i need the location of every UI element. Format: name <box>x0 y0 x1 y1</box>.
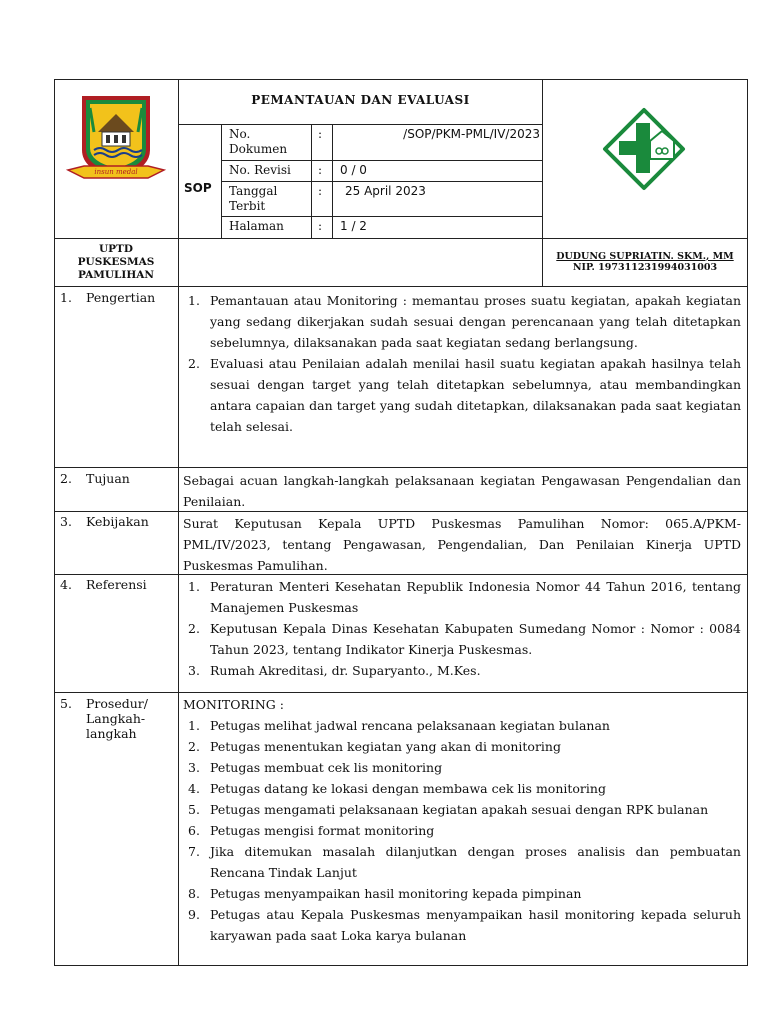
list-item-number: 3. <box>188 760 200 775</box>
list-item <box>183 820 741 841</box>
list-item <box>183 904 741 946</box>
meta-colon: : <box>318 184 323 198</box>
meta-label-no-dokumen: No. Dokumen <box>229 127 288 156</box>
list-item <box>183 841 741 883</box>
section-content-kebijakan: Surat Keputusan Kepala UPTD Puskesmas Pamulihan Nomor: 065.A/PKM-PML/IV/2023, tentang Pengawasan, Pengendalian, Dan Penilaian Kinerja UPTD Puskesmas Pamulihan. <box>183 516 741 573</box>
org-row-bottom <box>54 286 748 287</box>
section-number: 1. <box>60 290 72 305</box>
list-item <box>183 618 741 660</box>
section-number: 5. <box>60 696 72 711</box>
header-divider-right <box>542 79 543 286</box>
body-column-divider <box>178 286 179 966</box>
list-item-number: 7. <box>188 844 200 859</box>
list-item-number: 6. <box>188 823 200 838</box>
list-item-number: 4. <box>188 781 200 796</box>
meta-value-no-revisi: 0 / 0 <box>340 163 367 177</box>
list-item <box>183 778 741 799</box>
title-row-bottom <box>178 124 543 125</box>
section-label-prosedur: Prosedur/ Langkah-langkah <box>86 696 148 741</box>
list-item-text: Rumah Akreditasi, dr. Suparyanto., M.Kes. <box>210 663 481 678</box>
list-item-text: Petugas datang ke lokasi dengan membawa cek lis monitoring <box>210 781 606 796</box>
section-number: 4. <box>60 577 72 592</box>
regency-emblem-logo <box>64 92 168 188</box>
list-item-number: 9. <box>188 907 200 922</box>
section-label-kebijakan: Kebijakan <box>86 514 149 529</box>
list-item-text: Petugas atau Kepala Puskesmas menyampaikan hasil monitoring kepada seluruh karyawan pada saat Loka karya bulanan <box>210 907 741 943</box>
section-content-pengertian <box>183 290 741 437</box>
list-item-number: 1. <box>188 293 200 308</box>
list-item-number: 5. <box>188 802 200 817</box>
meta-value-halaman: 1 / 2 <box>340 219 367 233</box>
meta-colon: : <box>318 163 323 177</box>
list-item-number: 3. <box>188 663 200 678</box>
meta-label-no-revisi: No. Revisi <box>229 163 291 177</box>
list-item-number: 1. <box>188 579 200 594</box>
list-item-number: 2. <box>188 739 200 754</box>
list-item <box>183 736 741 757</box>
header-row-bottom <box>54 238 748 239</box>
list-item-text: Jika ditemukan masalah dilanjutkan dengan proses analisis dan pembuatan Rencana Tindak Lanjut <box>210 844 741 880</box>
border-top <box>54 79 748 80</box>
list-item <box>183 353 741 437</box>
meta-value-no-dokumen: /SOP/PKM-PML/IV/2023 <box>403 127 540 141</box>
list-item-text: Petugas membuat cek lis monitoring <box>210 760 443 775</box>
meta-row-sep-3 <box>221 216 542 217</box>
sop-label: SOP <box>184 181 212 195</box>
section-label-tujuan: Tujuan <box>86 471 130 486</box>
list-item-text: Petugas menyampaikan hasil monitoring kepada pimpinan <box>210 886 582 901</box>
meta-label-tanggal-terbit: Tanggal Terbit <box>229 184 278 213</box>
meta-row-sep-1 <box>221 160 542 161</box>
puskesmas-logo <box>602 107 686 191</box>
section-content-prosedur <box>183 694 741 946</box>
list-item <box>183 660 741 681</box>
list-item-text: Petugas melihat jadwal rencana pelaksanaan kegiatan bulanan <box>210 718 610 733</box>
list-item-text: Pemantauan atau Monitoring : memantau proses suatu kegiatan, apakah kegiatan yang sedang dikerjakan sudah sesuai dengan perencanaan yang telah ditetapkan sebelumnya, dilaksanakan pada saat kegiatan sedang berlangsung. <box>210 293 741 350</box>
header-divider-left <box>178 79 179 286</box>
list-item <box>183 576 741 618</box>
procedure-heading: MONITORING : <box>183 697 284 712</box>
section-content-tujuan: Sebagai acuan langkah-langkah pelaksanaan kegiatan Pengawasan Pengendalian dan Penilaian. <box>183 473 741 509</box>
border-right <box>747 79 748 966</box>
section-sep-4 <box>54 692 748 693</box>
meta-label-halaman: Halaman <box>229 219 284 233</box>
list-item-number: 2. <box>188 356 200 371</box>
section-label-referensi: Referensi <box>86 577 147 592</box>
list-item-text: Keputusan Kepala Dinas Kesehatan Kabupaten Sumedang Nomor : Nomor : 0084 Tahun 2023, tentang Indikator Kinerja Puskesmas. <box>210 621 741 657</box>
signer-name: DUDUNG SUPRIATIN. SKM., MM <box>556 251 734 262</box>
section-number: 3. <box>60 514 72 529</box>
meta-colon: : <box>318 219 323 233</box>
list-item <box>183 799 741 820</box>
section-label-pengertian: Pengertian <box>86 290 156 305</box>
list-item-text: Petugas menentukan kegiatan yang akan di monitoring <box>210 739 561 754</box>
meta-colon: : <box>318 127 323 141</box>
org-name: UPTD PUSKESMAS PAMULIHAN <box>77 243 155 281</box>
signer-nip: NIP. 197311231994031003 <box>572 262 718 273</box>
list-item <box>183 883 741 904</box>
list-item <box>183 715 741 736</box>
document-title: PEMANTAUAN DAN EVALUASI <box>251 93 470 107</box>
list-item-number: 2. <box>188 621 200 636</box>
list-item-number: 8. <box>188 886 200 901</box>
emblem-motto: insun medal <box>94 168 138 176</box>
section-number: 2. <box>60 471 72 486</box>
list-item <box>183 757 741 778</box>
list-item-text: Petugas mengamati pelaksanaan kegiatan apakah sesuai dengan RPK bulanan <box>210 802 709 817</box>
list-item-text: Petugas mengisi format monitoring <box>210 823 435 838</box>
puskesmas-cross-icon <box>602 107 686 191</box>
list-item <box>183 290 741 353</box>
section-sep-1 <box>54 467 748 468</box>
border-bottom <box>54 965 748 966</box>
list-item-text: Peraturan Menteri Kesehatan Republik Indonesia Nomor 44 Tahun 2016, tentang Manajemen Puskesmas <box>210 579 741 615</box>
list-item-text: Evaluasi atau Penilaian adalah menilai hasil suatu kegiatan apakah hasilnya telah sesuai dengan target yang telah ditetapkan sebelumnya, atau membandingkan antara capaian dan target yang sudah ditetapkan, dilaksanakan pada saat kegiatan telah selesai. <box>210 356 741 434</box>
section-content-referensi <box>183 576 741 681</box>
meta-row-sep-2 <box>221 181 542 182</box>
meta-value-tanggal-terbit: 25 April 2023 <box>345 184 426 198</box>
list-item-number: 1. <box>188 718 200 733</box>
border-left <box>54 79 55 966</box>
